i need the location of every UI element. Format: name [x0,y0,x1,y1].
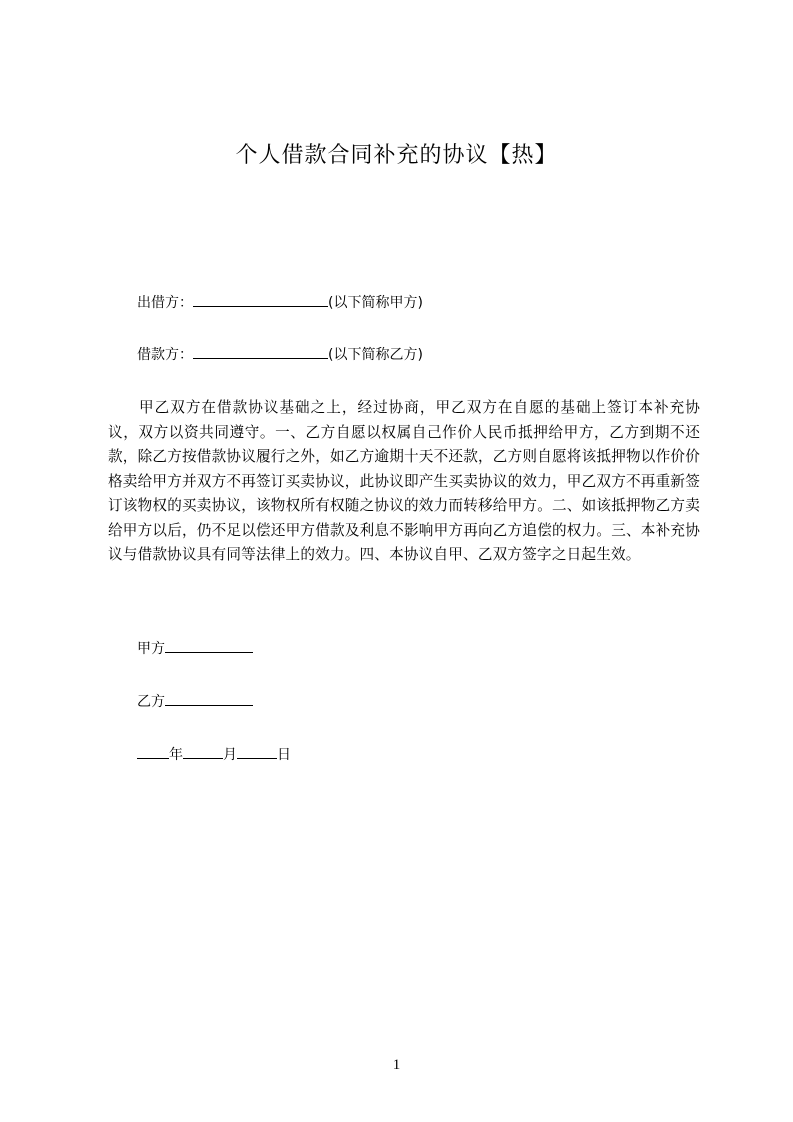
document-title: 个人借款合同补充的协议【热】 [235,143,558,168]
page-number: 1 [392,1057,401,1073]
party-b-blank [165,691,253,706]
borrower-note: (以下简称乙方) [328,347,423,363]
day-label: 日 [277,747,291,763]
month-blank [183,744,223,759]
party-a-signature-line [137,638,253,659]
party-a-label: 甲方 [137,641,165,657]
lender-blank [193,292,328,307]
borrower-label: 借款方： [137,347,193,363]
year-label: 年 [169,747,183,763]
borrower-line [137,344,423,365]
party-a-blank [165,638,253,653]
party-b-label: 乙方 [137,694,165,710]
date-line [137,744,291,765]
agreement-body: 甲乙双方在借款协议基础之上，经过协商，甲乙双方在自愿的基础上签订本补充协议，双方以资共同遵守。一、乙方自愿以权属自己作价人民币抵押给甲方，乙方到期不还款，除乙方按借款协议履行之外，如乙方逾期十天不还款，乙方则自愿将该抵押物以作价价格卖给甲方并双方不再签订买卖协议，此协议即产生买卖协议的效力，甲乙双方不再重新签订该物权的买卖协议，该物权所有权随之协议的效力而转移给甲方。二、如该抵押物乙方卖给甲方以后，仍不足以偿还甲方借款及利息不影响甲方再向乙方追偿的权力。三、本补充协议与借款协议具有同等法律上的效力。四、本协议自甲、乙双方签字之日起生效。 [108,399,700,563]
day-blank [237,744,277,759]
year-blank [137,744,169,759]
party-b-signature-line [137,691,253,712]
lender-label: 出借方： [137,295,193,311]
lender-line [137,292,423,313]
month-label: 月 [223,747,237,763]
borrower-blank [193,344,328,359]
lender-note: (以下简称甲方) [328,295,423,311]
